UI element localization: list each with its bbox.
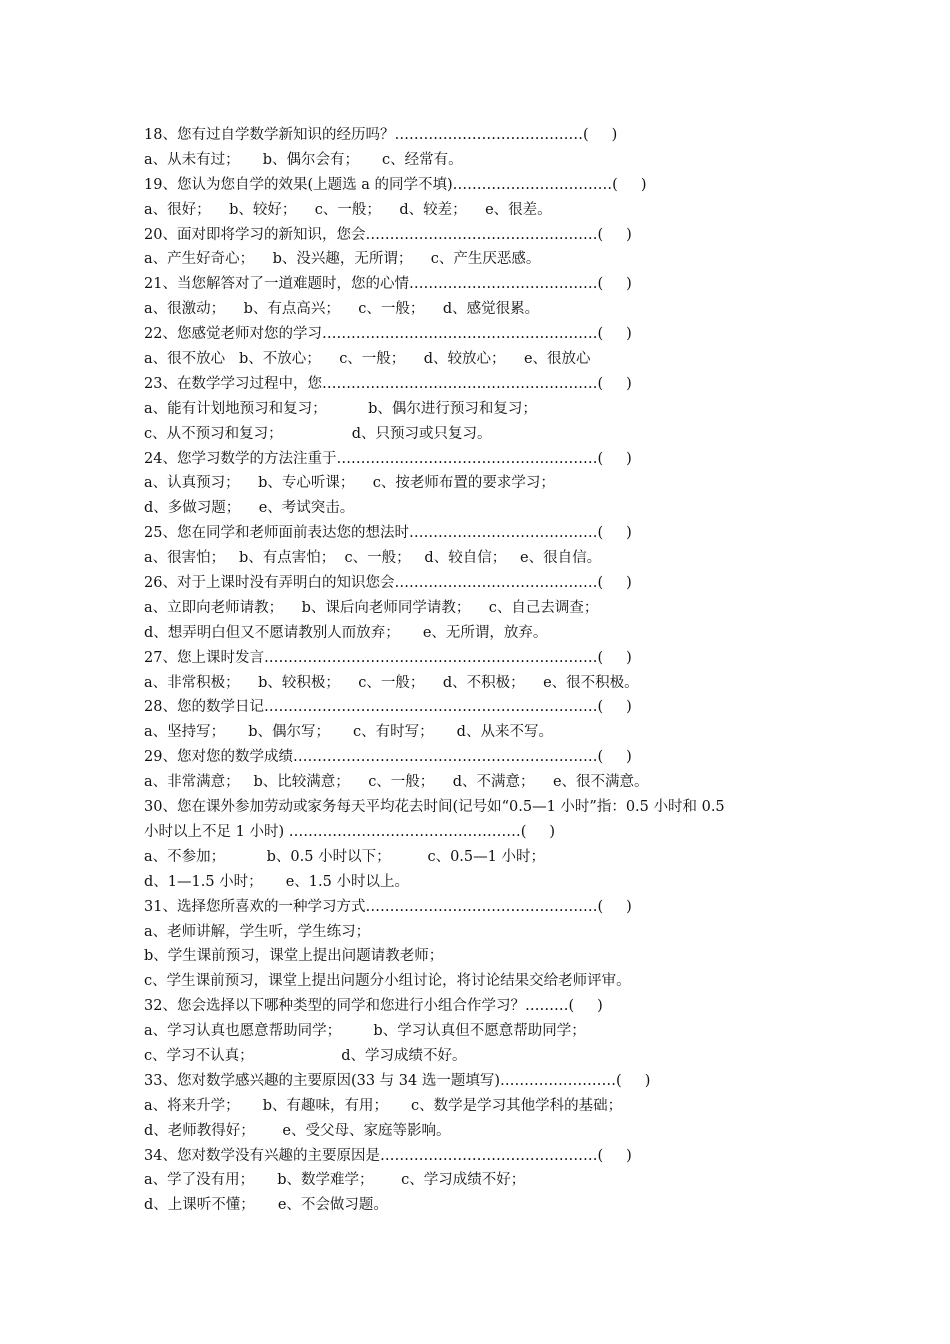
option-line: a、从未有过； b、偶尔会有； c、经常有。 xyxy=(144,151,463,168)
question-line: 30、您在课外参加劳动或家务每天平均花去时间(记号如“0.5—1 小时”指：0.5 小时和 0.5 xyxy=(144,799,725,816)
option-line: a、能有计划地预习和复习； b、偶尔进行预习和复习； xyxy=(144,400,537,417)
option-line: a、不参加； b、0.5 小时以下； c、0.5—1 小时； xyxy=(144,848,545,865)
option-line: a、很害怕； b、有点害怕； c、一般； d、较自信； e、很自信。 xyxy=(144,550,602,567)
question-line: 18、您有过自学数学新知识的经历吗？…………………………………( ) xyxy=(144,127,618,143)
question-line: 21、当您解答对了一道难题时，您的心情…………………………………( ) xyxy=(144,276,632,293)
question-line: 31、选择您所喜欢的一种学习方式…………………………………………( ) xyxy=(144,898,632,915)
question-line: 34、您对数学没有兴趣的主要原因是………………………………………( ) xyxy=(144,1147,632,1164)
option-line: a、学习认真也愿意帮助同学； b、学习认真但不愿意帮助同学； xyxy=(144,1023,586,1040)
question-line: 28、您的数学日记……………………………………………………………( ) xyxy=(144,699,632,716)
option-line: d、多做习题； e、考试突击。 xyxy=(144,500,355,517)
question-line: 29、您对您的数学成绩………………………………………………………( ) xyxy=(144,749,632,766)
option-line: b、学生课前预习，课堂上提出问题请教老师； xyxy=(144,948,444,965)
option-line: a、坚持写； b、偶尔写； c、有时写； d、从来不写。 xyxy=(144,724,553,741)
option-line: a、产生好奇心； b、没兴趣，无所谓； c、产生厌恶感。 xyxy=(144,251,541,268)
option-line: a、很不放心 b、不放心； c、一般； d、较放心； e、很放心 xyxy=(144,351,591,368)
option-line: d、想弄明白但又不愿请教别人而放弃； e、无所谓，放弃。 xyxy=(144,624,548,641)
option-line: a、很激动； b、有点高兴； c、一般； d、感觉很累。 xyxy=(144,301,540,318)
question-line: 23、在数学学习过程中，您…………………………………………………( ) xyxy=(144,375,632,392)
option-line: c、学习不认真； d、学习成绩不好。 xyxy=(144,1047,467,1064)
question-line: 32、您会选择以下哪种类型的同学和您进行小组合作学习？………( ) xyxy=(144,998,603,1015)
question-line: 22、您感觉老师对您的学习…………………………………………………( ) xyxy=(144,326,632,343)
option-line: c、从不预习和复习； d、只预习或只复习。 xyxy=(144,425,492,442)
option-line: 小时以上不足 1 小时) …………………………………………( ) xyxy=(144,823,556,840)
question-line: 20、面对即将学习的新知识，您会…………………………………………( ) xyxy=(144,226,632,243)
option-line: a、认真预习； b、专心听课； c、按老师布置的要求学习； xyxy=(144,475,555,492)
question-line: 24、您学习数学的方法注重于………………………………………………( ) xyxy=(144,450,632,467)
question-line: 25、您在同学和老师面前表达您的想法时…………………………………( ) xyxy=(144,525,632,542)
option-line: a、非常积极； b、较积极； c、一般； d、不积极； e、很不积极。 xyxy=(144,674,639,691)
question-line: 26、对于上课时没有弄明白的知识您会……………………………………( ) xyxy=(144,575,632,592)
question-line: 19、您认为您自学的效果(上题选 a 的同学不填)……………………………( ) xyxy=(144,176,647,193)
option-line: c、学生课前预习，课堂上提出问题分小组讨论，将讨论结果交给老师评审。 xyxy=(144,973,631,990)
option-line: a、将来升学； b、有趣味，有用； c、数学是学习其他学科的基础； xyxy=(144,1097,623,1114)
option-line: d、1—1.5 小时； e、1.5 小时以上。 xyxy=(144,873,409,890)
question-line: 27、您上课时发言……………………………………………………………( ) xyxy=(144,649,632,666)
question-line: 33、您对数学感兴趣的主要原因(33 与 34 选一题填写)……………………( ) xyxy=(144,1072,651,1089)
option-line: a、非常满意； b、比较满意； c、一般； d、不满意； e、很不满意。 xyxy=(144,774,649,791)
option-line: a、立即向老师请教； b、课后向老师同学请教； c、自己去调查； xyxy=(144,599,599,616)
option-line: d、上课听不懂； e、不会做习题。 xyxy=(144,1197,388,1214)
option-line: a、很好； b、较好； c、一般； d、较差； e、很差。 xyxy=(144,201,552,218)
option-line: d、老师教得好； e、受父母、家庭等影响。 xyxy=(144,1122,451,1139)
option-line: a、学了没有用； b、数学难学； c、学习成绩不好； xyxy=(144,1172,526,1189)
option-line: a、老师讲解，学生听，学生练习； xyxy=(144,923,371,940)
questionnaire-body xyxy=(144,123,824,1218)
